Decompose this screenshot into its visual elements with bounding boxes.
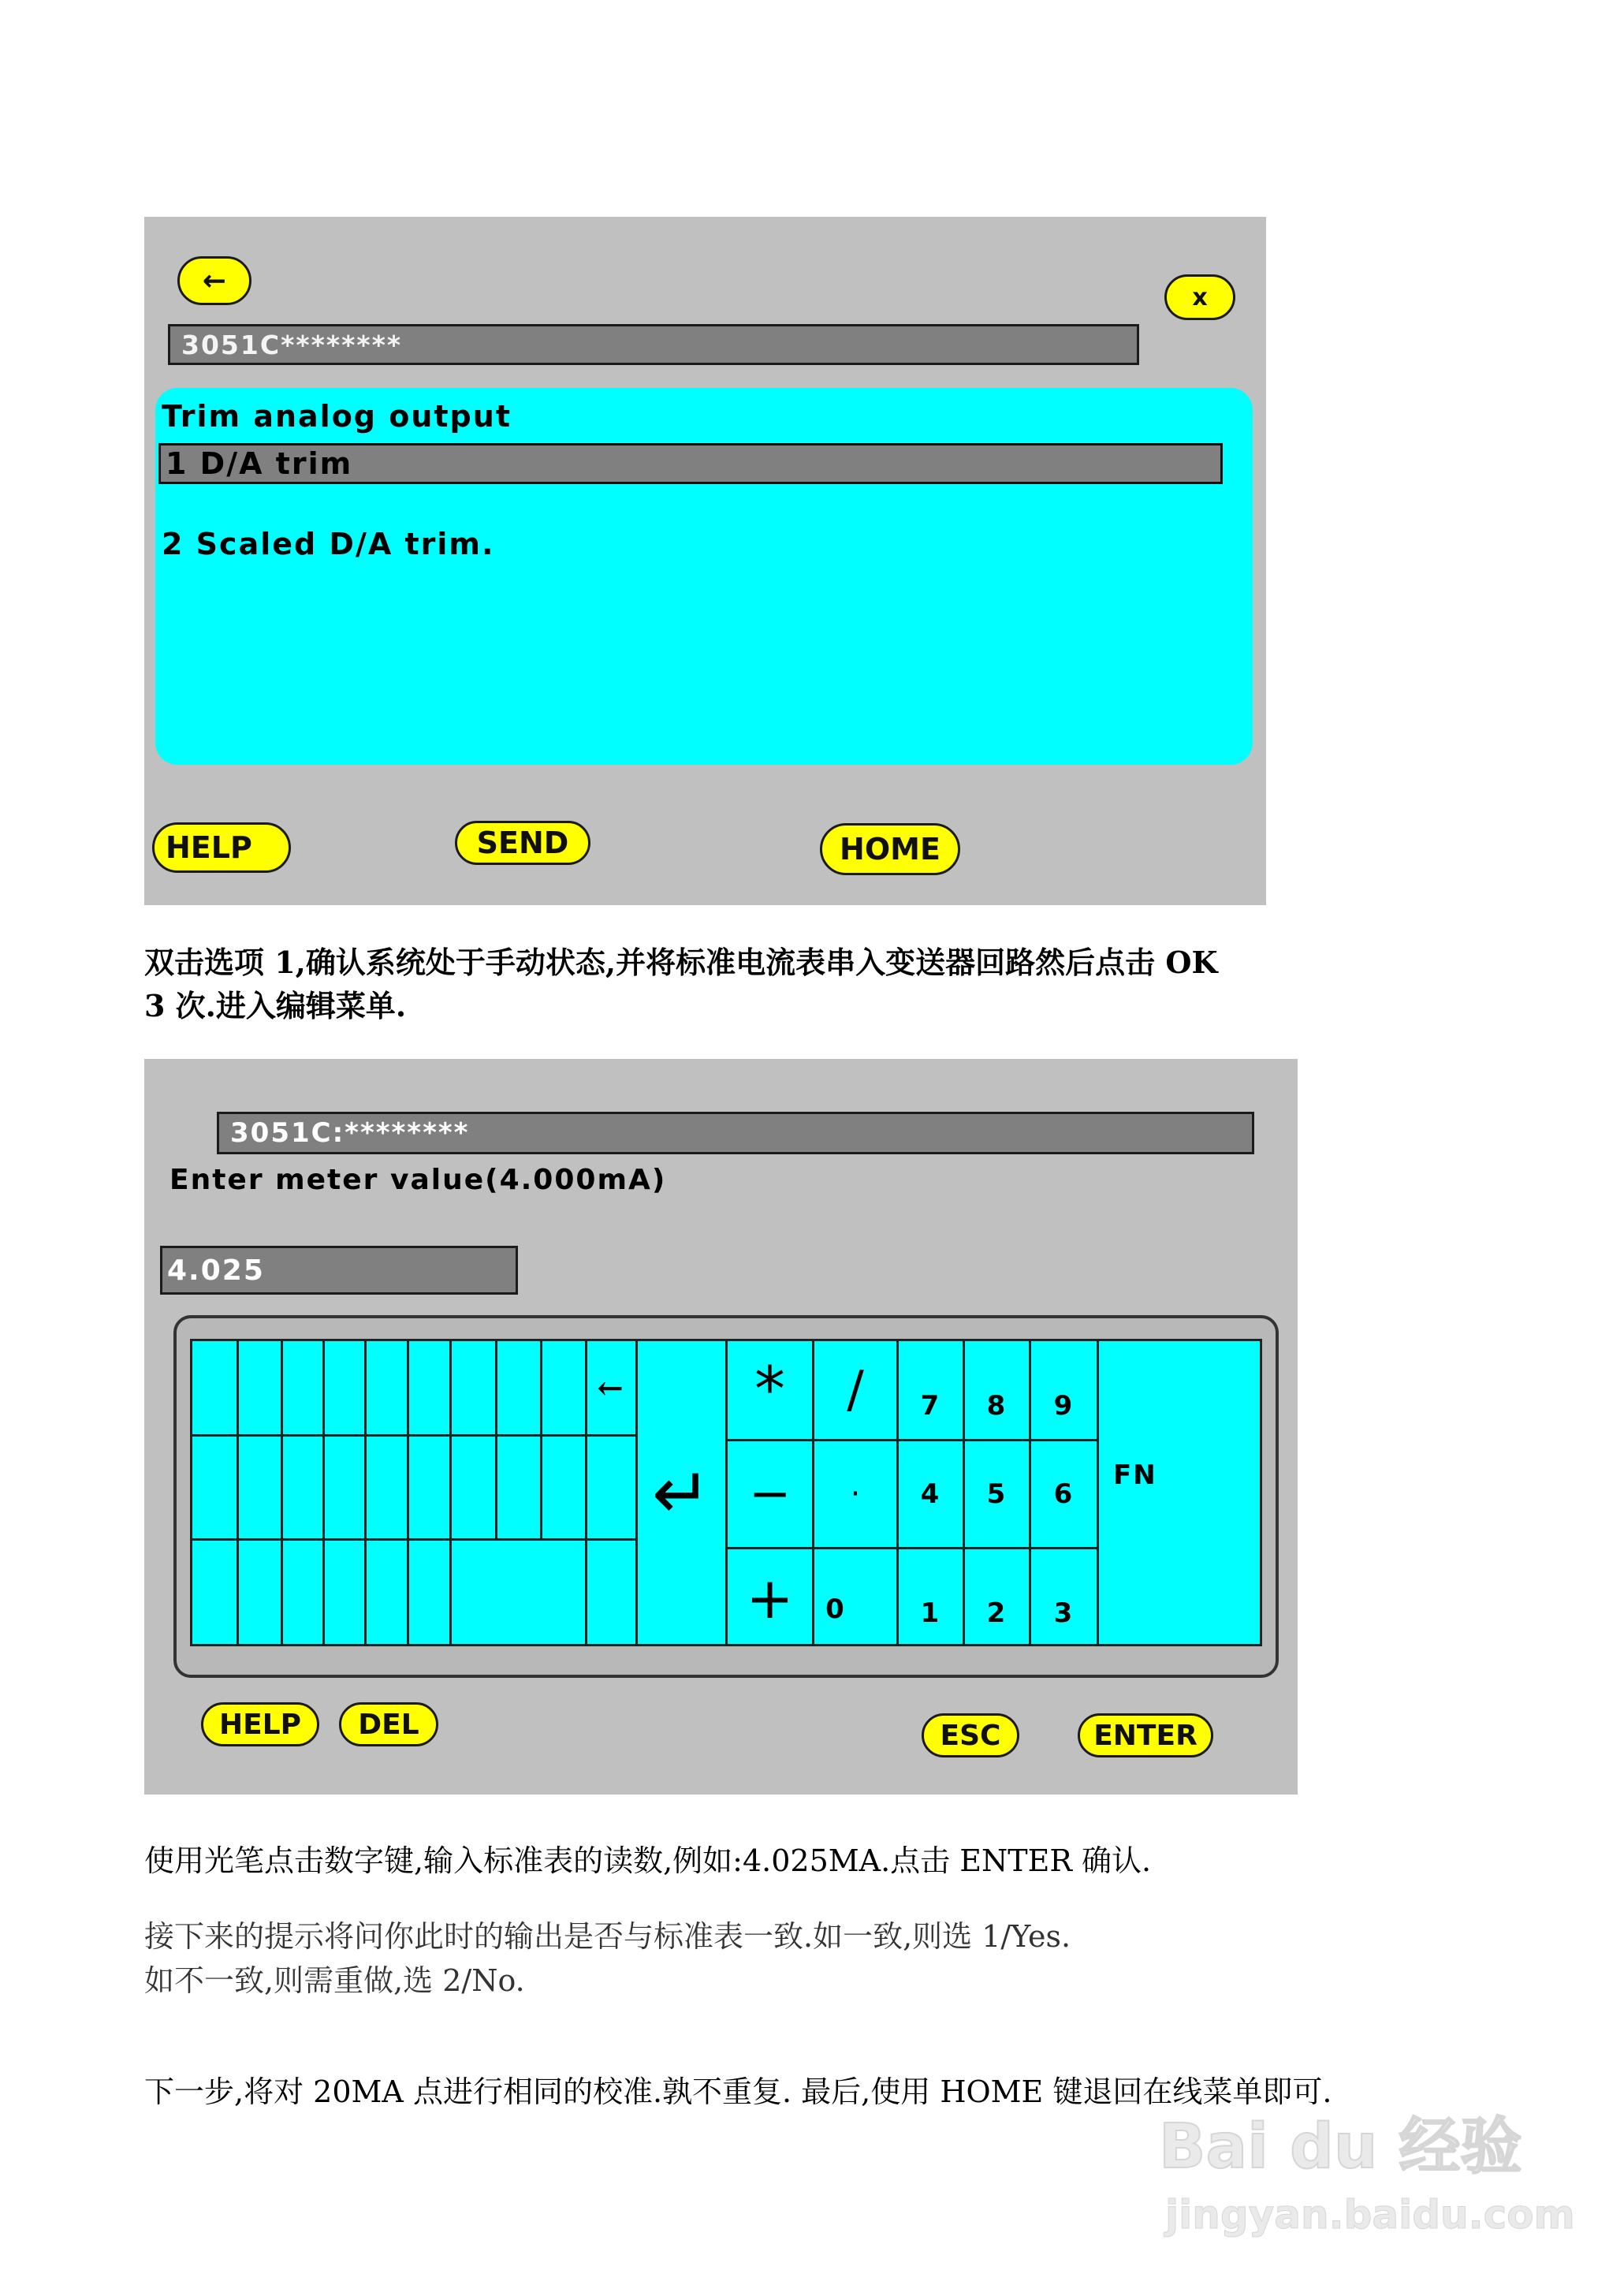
- back-button[interactable]: [177, 256, 251, 305]
- digit-key-5[interactable]: [965, 1441, 1029, 1547]
- digit-key-6[interactable]: [1031, 1441, 1097, 1547]
- enter-key[interactable]: [638, 1341, 725, 1646]
- digit-label: 1: [920, 1597, 941, 1629]
- grid-line: [322, 1341, 325, 1646]
- help-label: HELP: [218, 1708, 302, 1741]
- divide-key[interactable]: [814, 1341, 896, 1439]
- enter-button[interactable]: [1078, 1713, 1213, 1757]
- digit-key-2[interactable]: [965, 1549, 1029, 1646]
- digit-label: 9: [1053, 1390, 1075, 1422]
- close-button[interactable]: [1164, 274, 1235, 320]
- grid-line: [192, 1434, 635, 1437]
- grid-line: [407, 1341, 409, 1646]
- keypad-grid: [190, 1339, 1262, 1646]
- grid-line: [281, 1341, 283, 1646]
- help-button-2[interactable]: [201, 1702, 319, 1746]
- grid-line: [192, 1538, 635, 1541]
- grid-line: [237, 1341, 239, 1646]
- send-label: SEND: [476, 826, 569, 860]
- instruction-paragraph-1-line2: 3 次.进入编辑菜单.: [144, 988, 407, 1023]
- grid-line: [449, 1341, 452, 1646]
- del-button[interactable]: [339, 1702, 438, 1746]
- meter-value-input[interactable]: 4.025: [160, 1246, 518, 1295]
- screen1-panel: [144, 217, 1266, 905]
- prompt-text: Enter meter value(4.000mA): [169, 1164, 667, 1196]
- menu-option-label: 1 D/A trim: [166, 446, 353, 481]
- instruction-paragraph-1-line1: 双击选项 1,确认系统处于手动状态,并将标准电流表串入变送器回路然后点击 OK: [144, 945, 1218, 980]
- digit-key-7[interactable]: [899, 1373, 963, 1439]
- watermark-url: jingyan.baidu.com: [1165, 2192, 1575, 2238]
- instruction-paragraph-3-line1: 接下来的提示将问你此时的输出是否与标准表一致.如一致,则选 1/Yes.: [144, 1919, 1071, 1954]
- digit-key-8[interactable]: [965, 1373, 1029, 1439]
- digit-key-1[interactable]: [899, 1549, 963, 1646]
- digit-label: 7: [920, 1390, 941, 1422]
- menu-title: Trim analog output: [162, 399, 512, 434]
- multiply-key[interactable]: [728, 1341, 812, 1439]
- menu-option-scaled-da-trim[interactable]: [162, 527, 494, 561]
- digit-label: 4: [920, 1478, 941, 1510]
- instruction-paragraph-2: 使用光笔点击数字键,输入标准表的读数,例如:4.025MA.点击 ENTER 确认.: [144, 1843, 1152, 1878]
- menu-option-label: 2 Scaled D/A trim.: [162, 527, 495, 561]
- digit-key-3[interactable]: [1031, 1549, 1097, 1646]
- fn-label: FN: [1113, 1459, 1157, 1491]
- send-button[interactable]: [455, 821, 590, 865]
- menu-option-da-trim[interactable]: [158, 443, 1223, 484]
- enter-icon: ↵: [651, 1452, 712, 1535]
- backspace-icon: ←: [597, 1369, 624, 1407]
- digit-key-9[interactable]: [1031, 1373, 1097, 1439]
- device-tag-field-2: 3051C:********: [217, 1112, 1254, 1154]
- digit-key-4[interactable]: [899, 1441, 963, 1547]
- instruction-paragraph-3-line2: 如不一致,则需重做,选 2/No.: [144, 1963, 525, 1998]
- grid-line: [540, 1341, 542, 1539]
- grid-line: [495, 1341, 497, 1539]
- screen2-panel: [144, 1059, 1298, 1795]
- minus-key[interactable]: [728, 1441, 812, 1547]
- divide-symbol: /: [847, 1361, 864, 1419]
- menu-panel: [155, 388, 1253, 765]
- baidu-watermark: [1159, 2097, 1575, 2255]
- enter-label: ENTER: [1093, 1719, 1198, 1752]
- plus-key[interactable]: [728, 1549, 812, 1646]
- minus-symbol: −: [748, 1465, 792, 1523]
- digit-label: 2: [986, 1597, 1008, 1629]
- digit-label: 6: [1053, 1478, 1075, 1510]
- dot-symbol: ·: [850, 1476, 861, 1512]
- plus-symbol: +: [746, 1564, 794, 1631]
- fn-key[interactable]: [1099, 1341, 1260, 1646]
- digit-label: 3: [1053, 1597, 1075, 1629]
- keypad-frame: [173, 1315, 1279, 1678]
- instruction-paragraph-4: 下一步,将对 20MA 点进行相同的校准.孰不重复. 最后,使用 HOME 键退回在线菜单即可.: [144, 2074, 1332, 2109]
- backspace-key[interactable]: [585, 1341, 635, 1434]
- digit-label: 0: [825, 1593, 846, 1625]
- digit-label: 8: [986, 1390, 1008, 1422]
- device-tag-field: 3051C********: [168, 324, 1139, 365]
- watermark-brand: Bai du 经验: [1159, 2112, 1522, 2182]
- multiply-symbol: *: [754, 1355, 785, 1426]
- esc-label: ESC: [940, 1719, 1001, 1752]
- help-label: HELP: [166, 830, 252, 865]
- dot-key[interactable]: [814, 1441, 896, 1547]
- del-label: DEL: [358, 1708, 419, 1741]
- grid-line: [364, 1341, 367, 1646]
- home-button[interactable]: [820, 823, 960, 875]
- digit-key-0[interactable]: [820, 1578, 851, 1641]
- esc-button[interactable]: [922, 1713, 1019, 1757]
- close-icon: x: [1192, 283, 1208, 311]
- help-button[interactable]: [152, 822, 291, 873]
- home-label: HOME: [840, 832, 941, 867]
- digit-label: 5: [986, 1478, 1008, 1510]
- back-arrow-icon: ←: [202, 264, 227, 297]
